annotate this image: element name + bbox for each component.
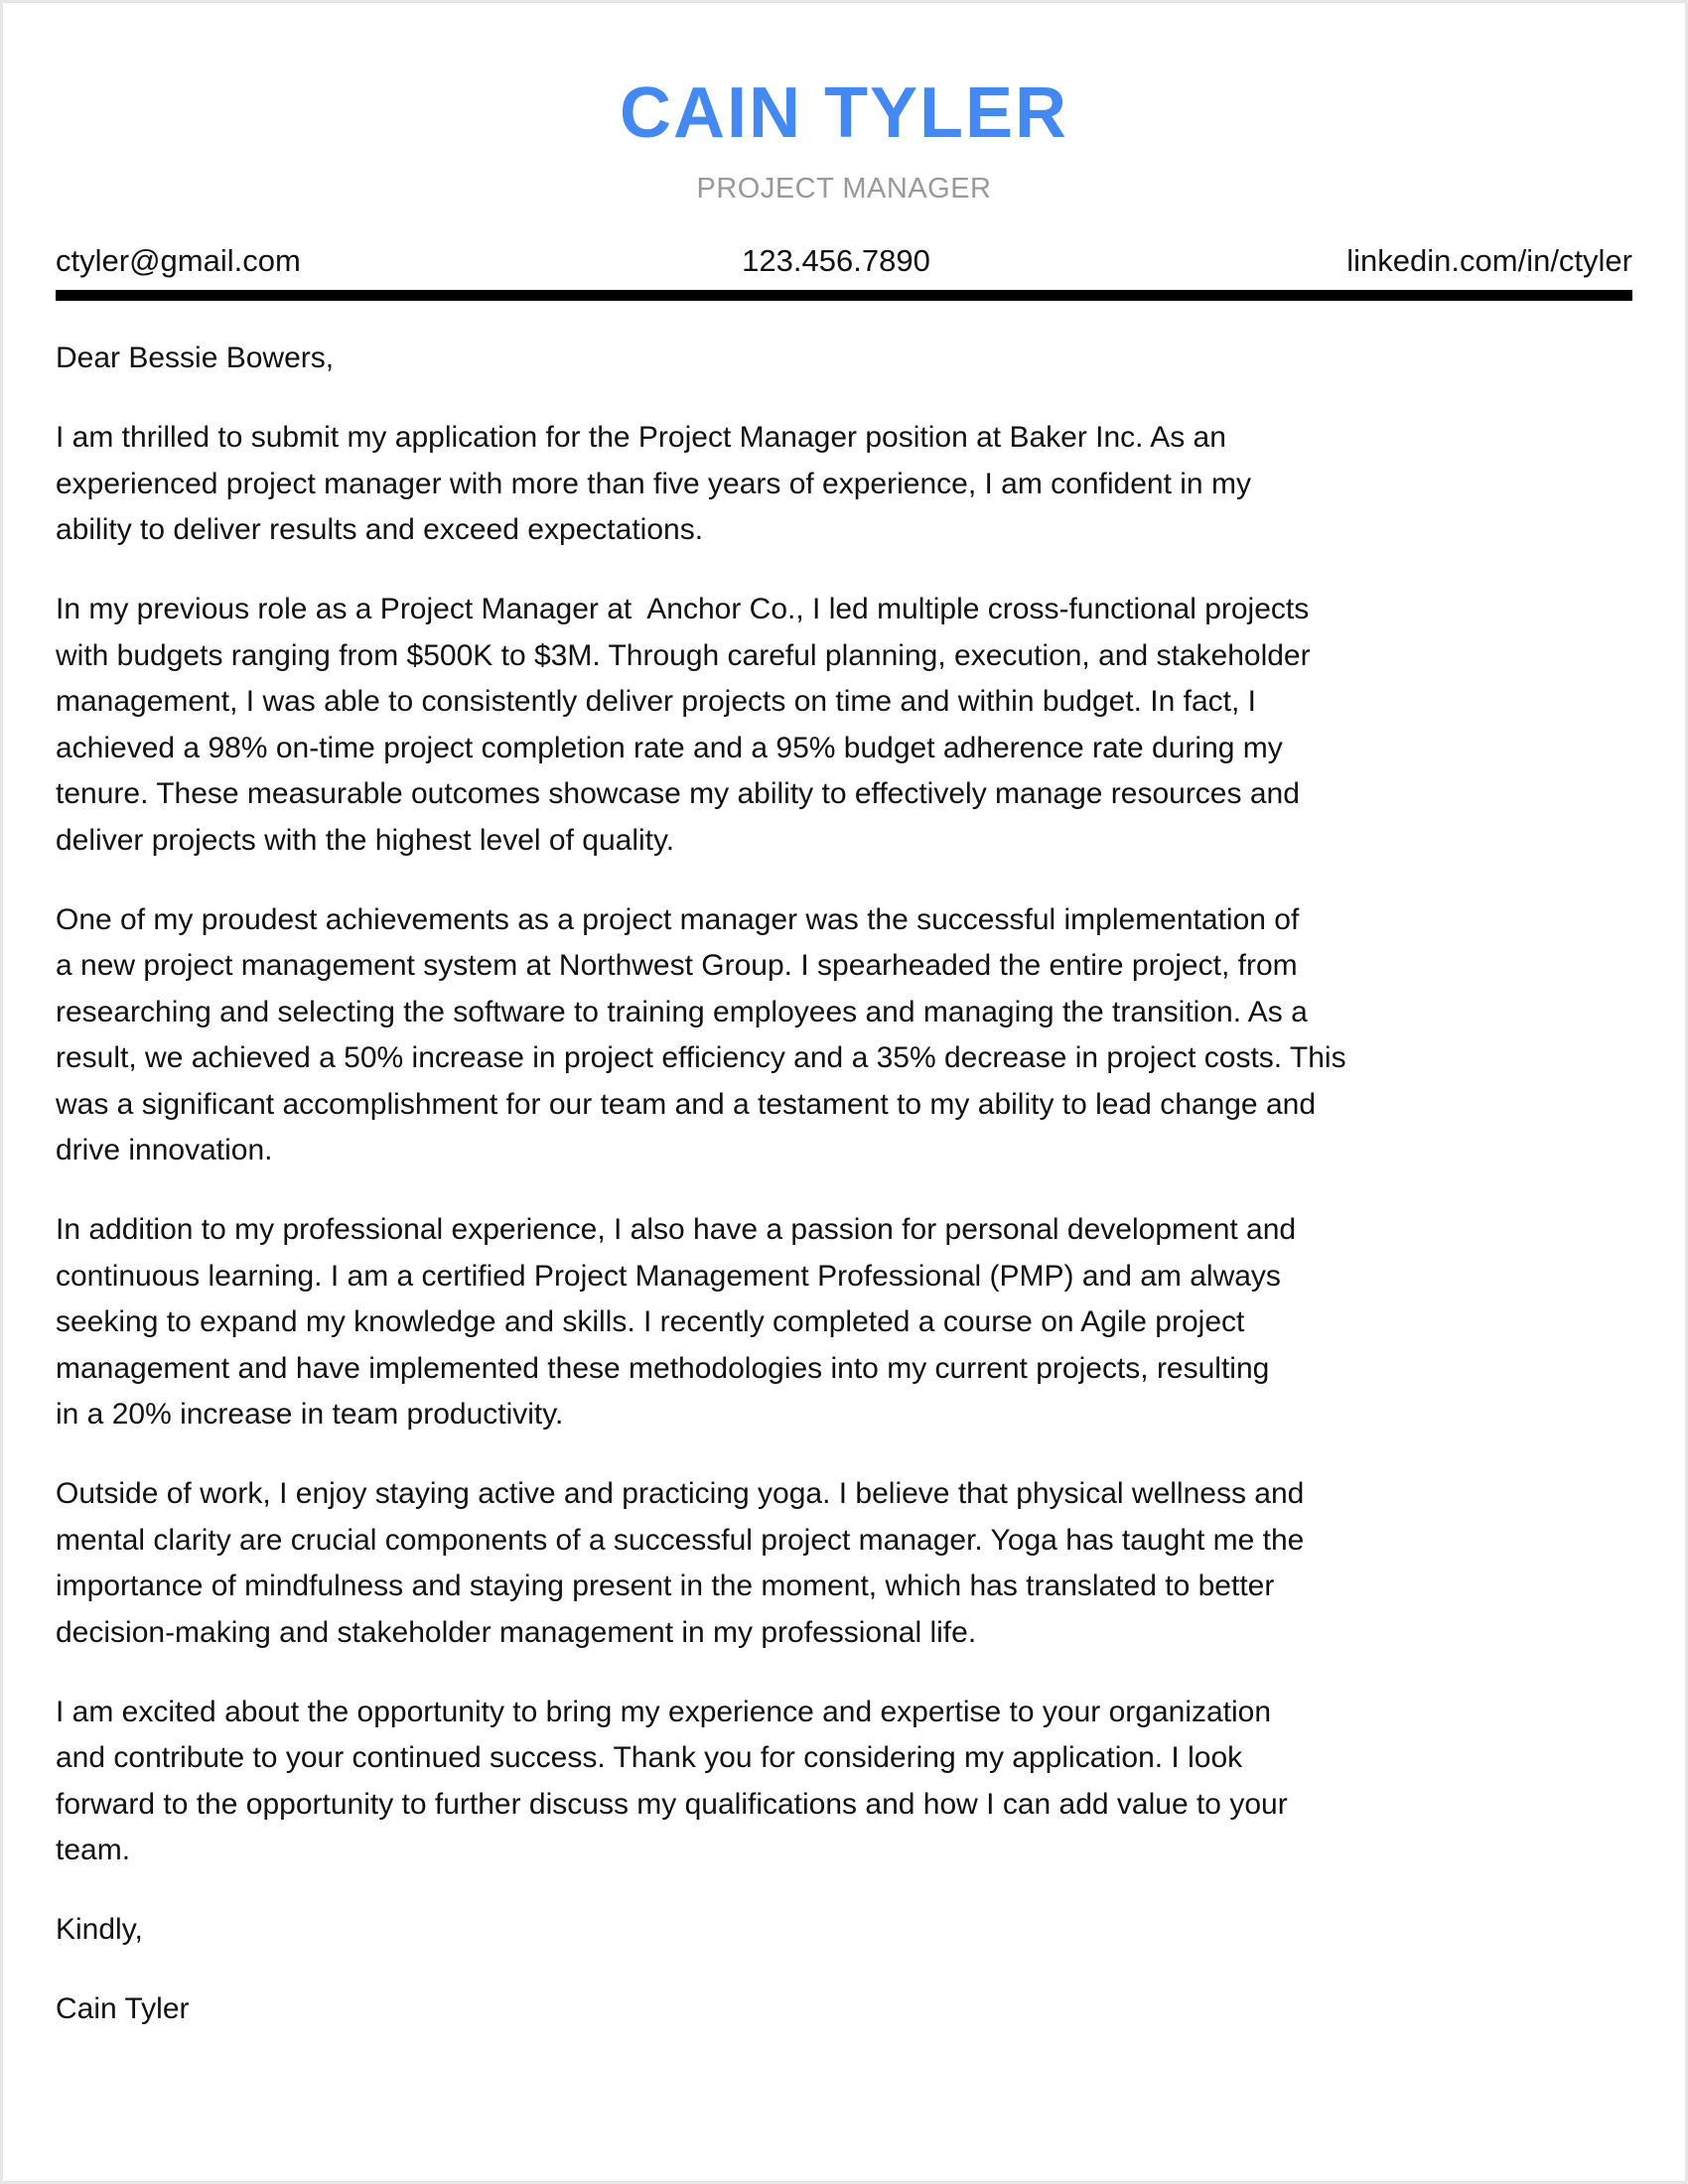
paragraph-3: [56, 897, 1664, 1174]
text-line: importance of mindfulness and staying present in the moment, which has translated to better: [56, 1570, 1275, 1602]
text-line: I am thrilled to submit my application for the Project Manager position at Baker Inc. As an: [56, 421, 1226, 454]
text-line: deliver projects with the highest level of quality.: [56, 823, 675, 857]
text-line: continuous learning. I am a certified Project Management Professional (PMP) and am always: [56, 1259, 1281, 1293]
text-line: Outside of work, I enjoy staying active and practicing yoga. I believe that physical wellness and: [56, 1477, 1305, 1510]
applicant-name: CAIN TYLER: [620, 73, 1068, 153]
paragraph-1: [56, 415, 1664, 554]
header-divider: [56, 290, 1632, 301]
contact-linkedin: linkedin.com/in/ctyler: [1346, 243, 1632, 278]
salutation-line: Dear Bessie Bowers,: [56, 341, 335, 374]
letter-body: [56, 336, 1664, 2066]
contact-email: ctyler@gmail.com: [56, 243, 301, 278]
closing-line: Kindly,: [56, 1913, 143, 1946]
text-line: in a 20% increase in team productivity.: [56, 1398, 564, 1431]
text-line: management and have implemented these methodologies into my current projects, resulting: [56, 1351, 1270, 1385]
text-line: forward to the opportunity to further discuss my qualifications and how I can add value to your: [56, 1787, 1288, 1821]
text-line: management, I was able to consistently deliver projects on time and within budget. In fact, I: [56, 685, 1256, 718]
salutation: [56, 336, 1664, 382]
signature-line: Cain Tyler: [56, 1992, 190, 2025]
text-line: In addition to my professional experience, I also have a passion for personal development and: [56, 1213, 1297, 1246]
text-line: and contribute to your continued success. Thank you for considering my application. I look: [56, 1741, 1243, 1774]
text-line: was a significant accomplishment for our team and a testament to my ability to lead change and: [56, 1087, 1317, 1121]
text-line: ability to deliver results and exceed expectations.: [56, 513, 704, 546]
text-line: One of my proudest achievements as a project manager was the successful implementation of: [56, 902, 1300, 936]
closing: [56, 1907, 1664, 1954]
paragraph-4: [56, 1207, 1664, 1438]
job-title: PROJECT MANAGER: [696, 173, 992, 205]
text-line: researching and selecting the software to training employees and managing the transition. As a: [56, 995, 1308, 1028]
text-line: team.: [56, 1834, 131, 1866]
paragraph-2: [56, 587, 1664, 864]
signature: [56, 1986, 1664, 2033]
text-line: seeking to expand my knowledge and skills. I recently completed a course on Agile project: [56, 1305, 1245, 1338]
text-line: drive innovation.: [56, 1134, 273, 1166]
text-line: result, we achieved a 50% increase in project efficiency and a 35% decrease in project costs. This: [56, 1041, 1346, 1074]
text-line: with budgets ranging from $500K to $3M. Through careful planning, execution, and stakeholder: [56, 638, 1311, 672]
text-line: decision-making and stakeholder management in my professional life.: [56, 1615, 977, 1649]
text-line: mental clarity are crucial components of a successful project manager. Yoga has taught me the: [56, 1523, 1305, 1557]
paragraph-5: [56, 1471, 1664, 1656]
text-line: tenure. These measurable outcomes showcase my ability to effectively manage resources and: [56, 777, 1300, 810]
text-line: I am excited about the opportunity to bring my experience and expertise to your organization: [56, 1695, 1272, 1728]
contact-phone: 123.456.7890: [742, 243, 930, 278]
text-line: a new project management system at Northwest Group. I spearheaded the entire project, from: [56, 949, 1298, 982]
text-line: achieved a 98% on-time project completion rate and a 95% budget adherence rate during my: [56, 731, 1283, 764]
text-line: experienced project manager with more than five years of experience, I am confident in my: [56, 467, 1251, 500]
text-line: In my previous role as a Project Manager at Anchor Co., I led multiple cross-functional projects: [56, 593, 1310, 625]
paragraph-6: [56, 1690, 1664, 1874]
